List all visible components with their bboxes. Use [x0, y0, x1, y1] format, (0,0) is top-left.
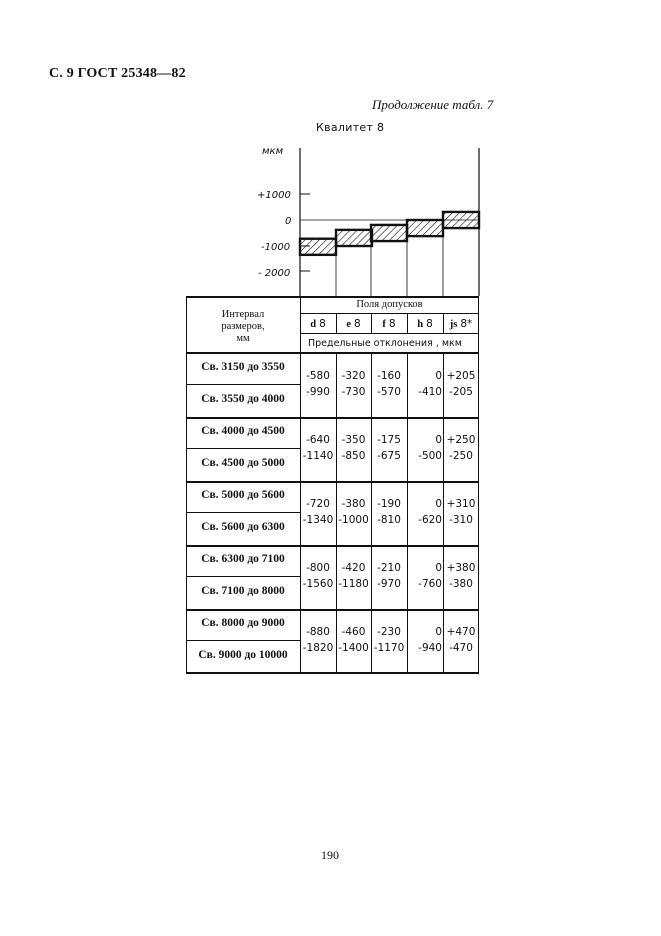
- deviation-value-upper: +250: [446, 434, 476, 446]
- tolerance-table: [186, 296, 479, 673]
- deviation-value-upper: -320: [341, 370, 366, 382]
- deviation-value-lower: -1340: [302, 514, 334, 526]
- column-header-letter: e: [346, 319, 351, 330]
- deviation-value-upper: -190: [377, 498, 401, 510]
- deviation-value-upper: -640: [306, 434, 330, 446]
- deviation-value-upper: -160: [377, 370, 401, 382]
- header-bottom-border: [186, 352, 479, 354]
- label-row-divider: [186, 512, 300, 513]
- table-continuation-label: Продолжение табл. 7: [372, 97, 494, 112]
- deviation-value-lower: -1400: [338, 642, 369, 654]
- column-header-number: 8: [426, 318, 433, 330]
- column-header: [443, 318, 479, 330]
- tolerance-bar-f8: [371, 225, 407, 241]
- deviation-value-upper: -800: [306, 562, 330, 574]
- column-header-letter: h: [417, 319, 424, 330]
- deviation-value-lower: -205: [449, 386, 473, 398]
- column-header: [407, 318, 443, 330]
- deviation-value-lower: -1560: [302, 578, 334, 590]
- row-label: Св. 4000 до 4500: [201, 425, 285, 437]
- row-label: Св. 5000 до 5600: [201, 489, 285, 501]
- row-label: Св. 8000 до 9000: [201, 617, 285, 629]
- column-header-number: 8: [319, 318, 326, 330]
- row-label: Св. 3150 до 3550: [201, 361, 285, 373]
- column-header-letter: d: [310, 319, 317, 330]
- group-border: [186, 417, 479, 419]
- deviation-value-upper: -210: [377, 562, 401, 574]
- deviation-value-lower: -310: [449, 514, 473, 526]
- deviation-value-upper: -230: [377, 626, 401, 638]
- group-border: [186, 609, 479, 611]
- deviation-value-lower: -410: [418, 386, 442, 398]
- tolerance-bar-h8: [407, 220, 443, 236]
- interval-header-line: размеров,: [221, 321, 265, 332]
- column-header-number: 8: [353, 318, 361, 330]
- deviation-value-lower: -675: [377, 450, 401, 462]
- interval-header-line: Интервал: [221, 309, 265, 320]
- chart-tick-label-m2000: - 2000: [258, 268, 291, 279]
- deviation-value-upper: 0: [435, 370, 442, 382]
- body-column-divider: [371, 353, 372, 673]
- deviation-value-lower: -250: [449, 450, 473, 462]
- deviation-value-lower: -1000: [338, 514, 369, 526]
- table-top-border: [186, 296, 479, 298]
- label-row-divider: [186, 640, 300, 641]
- deviation-value-upper: -380: [341, 498, 366, 510]
- column-header-number: 8: [388, 318, 396, 330]
- column-header: [336, 318, 371, 330]
- qualitet-label: Квалитет 8: [316, 121, 385, 134]
- deviation-value-upper: 0: [435, 626, 442, 638]
- deviation-value-upper: +470: [446, 626, 476, 638]
- deviation-value-lower: -850: [341, 450, 366, 462]
- deviation-value-lower: -1170: [373, 642, 405, 654]
- deviation-value-lower: -570: [377, 386, 401, 398]
- deviation-value-upper: -175: [377, 434, 401, 446]
- label-row-divider: [186, 576, 300, 577]
- interval-header-line: мм: [236, 333, 250, 344]
- deviation-value-lower: -730: [341, 386, 366, 398]
- deviation-value-upper: 0: [435, 498, 442, 510]
- deviation-value-lower: -1140: [302, 450, 334, 462]
- deviation-value-lower: -1820: [302, 642, 334, 654]
- tolerance-bar-e8: [336, 230, 372, 246]
- row-label: Св. 9000 до 10000: [198, 649, 288, 661]
- chart-tick-label-0: 0: [285, 216, 292, 227]
- tolerance-bar-js8: [443, 212, 479, 228]
- deviation-value-upper: -420: [341, 562, 366, 574]
- deviation-value-lower: -970: [377, 578, 401, 590]
- body-column-divider: [407, 353, 408, 673]
- table-bottom-border: [186, 672, 479, 674]
- row-label: Св. 6300 до 7100: [201, 553, 285, 565]
- header-columns-underline: [300, 333, 479, 334]
- body-label-divider: [300, 353, 301, 673]
- tolerance-bar-d8: [300, 239, 336, 255]
- deviation-value-upper: +205: [446, 370, 476, 382]
- page-number: 190: [321, 848, 339, 862]
- deviation-value-upper: 0: [435, 562, 442, 574]
- deviation-value-lower: -1180: [338, 578, 369, 590]
- deviation-value-upper: -880: [306, 626, 330, 638]
- row-label: Св. 7100 до 8000: [201, 585, 285, 597]
- group-border: [186, 545, 479, 547]
- deviation-value-lower: -940: [418, 642, 442, 654]
- deviation-value-upper: -720: [306, 498, 330, 510]
- label-row-divider: [186, 384, 300, 385]
- deviation-value-upper: -580: [306, 370, 330, 382]
- deviation-value-lower: -380: [449, 578, 473, 590]
- chart-unit-label: мкм: [262, 146, 284, 157]
- deviation-value-lower: -620: [418, 514, 442, 526]
- body-column-divider: [443, 353, 444, 673]
- column-header-letter: f: [382, 319, 386, 330]
- page-header: С. 9 ГОСТ 25348—82: [49, 66, 186, 81]
- column-header-letter: js: [449, 319, 458, 330]
- row-label: Св. 4500 до 5000: [201, 457, 285, 469]
- body-column-divider: [336, 353, 337, 673]
- deviation-value-upper: -350: [341, 434, 366, 446]
- deviations-header: Предельные отклонения , мкм: [308, 338, 462, 349]
- label-row-divider: [186, 448, 300, 449]
- column-header: [371, 318, 407, 330]
- deviation-value-upper: +380: [446, 562, 476, 574]
- row-label: Св. 3550 до 4000: [201, 393, 285, 405]
- deviation-value-lower: -760: [418, 578, 442, 590]
- row-label: Св. 5600 до 6300: [201, 521, 285, 533]
- deviation-value-lower: -990: [306, 386, 330, 398]
- column-header-number: 8*: [460, 318, 473, 330]
- tolerance-chart: [0, 0, 661, 300]
- deviation-value-upper: -460: [341, 626, 366, 638]
- chart-tick-label-p1000: +1000: [257, 190, 291, 201]
- fields-header: Поля допусков: [356, 299, 423, 310]
- deviation-value-lower: -500: [418, 450, 442, 462]
- column-header: [300, 318, 336, 330]
- deviation-value-lower: -470: [449, 642, 473, 654]
- group-border: [186, 481, 479, 483]
- header-fields-underline: [300, 313, 479, 314]
- deviation-value-upper: +310: [446, 498, 476, 510]
- deviation-value-upper: 0: [435, 434, 442, 446]
- chart-tick-label-m1000: -1000: [261, 242, 291, 253]
- deviation-value-lower: -810: [377, 514, 401, 526]
